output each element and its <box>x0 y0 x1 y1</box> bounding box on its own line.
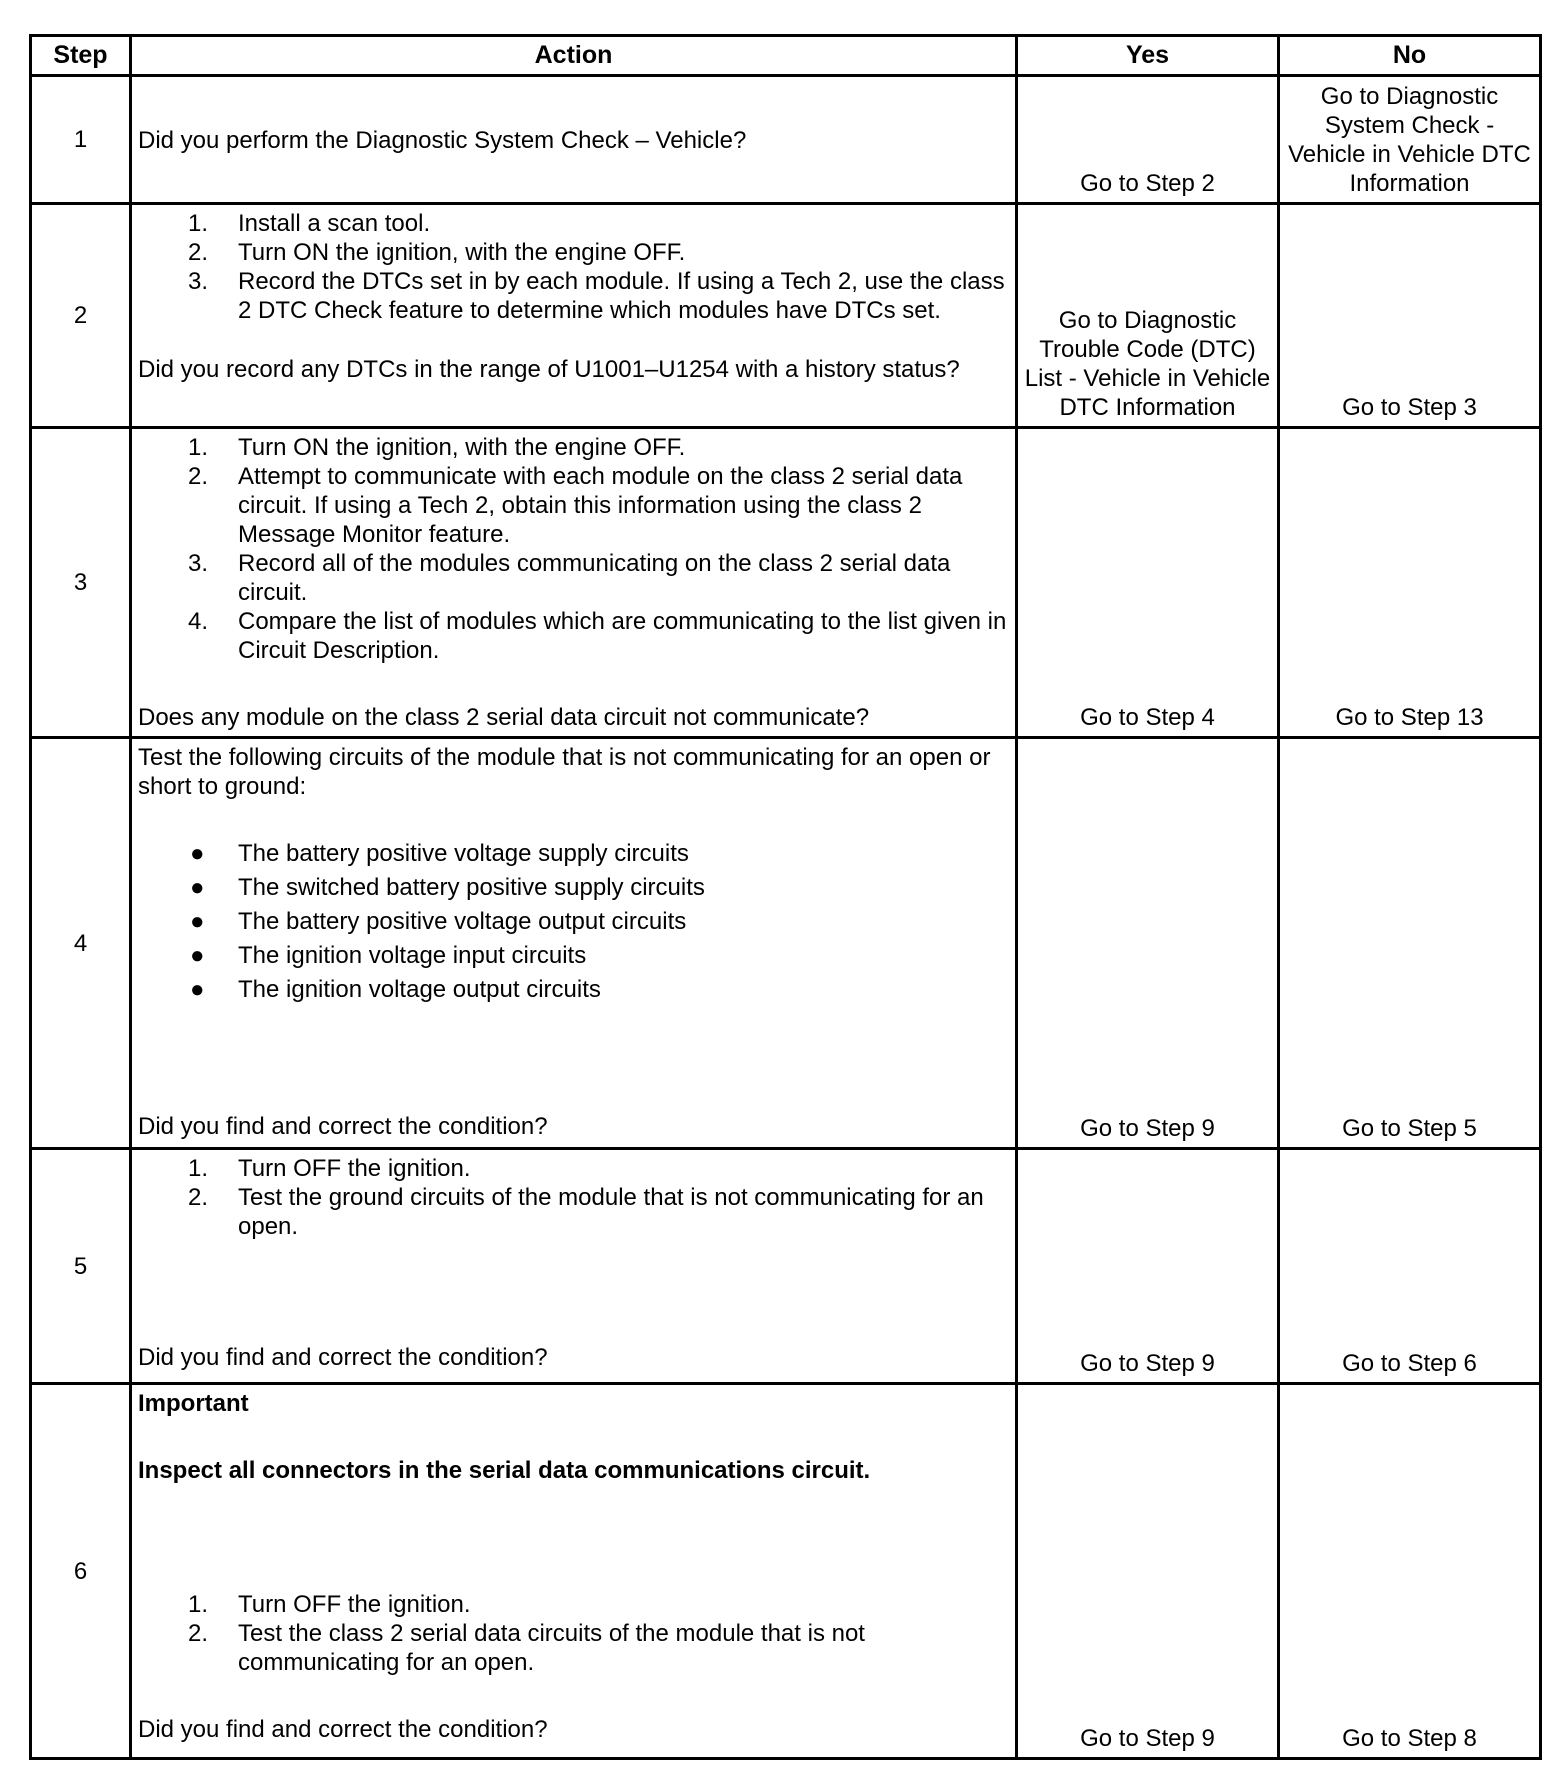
list-item: 1. Install a scan tool. <box>188 210 431 237</box>
list-item: ● The switched battery positive supply circuits <box>190 874 705 901</box>
table-row <box>31 1384 1541 1759</box>
list-item: 4. Compare the list of modules which are communicating to the list given in Circuit Description. <box>188 608 1007 664</box>
list-item: 3. Record the DTCs set in by each module. If using a Tech 2, use the class 2 DTC Check feature to determine which modules have DTCs set. <box>188 268 1005 324</box>
diagnostic-table <box>29 34 1542 1760</box>
step-number: 4 <box>31 738 131 1149</box>
list-item: 2. Test the class 2 serial data circuits of the module that is not communicating for an open. <box>188 1620 865 1676</box>
action-question: Did you find and correct the condition? <box>138 1113 548 1140</box>
yes-cell: Go to Diagnostic Trouble Code (DTC) List - Vehicle in Vehicle DTC Information <box>1017 204 1279 428</box>
action-cell <box>131 738 1017 1149</box>
list-item: 2. Test the ground circuits of the module that is not communicating for an open. <box>188 1184 984 1240</box>
yes-cell: Go to Step 9 <box>1017 1149 1279 1384</box>
yes-cell: Go to Step 9 <box>1017 738 1279 1149</box>
action-steps-list <box>138 1154 1007 1241</box>
action-intro: Test the following circuits of the module that is not communicating for an open or short to ground: <box>138 744 991 800</box>
header-yes: Yes <box>1017 36 1279 76</box>
table-row <box>31 738 1541 1149</box>
list-item: ● The ignition voltage input circuits <box>190 942 587 969</box>
list-item: 1. Turn ON the ignition, with the engine OFF. <box>188 434 686 461</box>
action-cell <box>131 76 1017 204</box>
no-cell: Go to Step 5 <box>1279 738 1541 1149</box>
step-number: 2 <box>31 204 131 428</box>
header-no: No <box>1279 36 1541 76</box>
action-question: Does any module on the class 2 serial data circuit not communicate? <box>138 704 870 731</box>
action-cell <box>131 1149 1017 1384</box>
list-item: 3. Record all of the modules communicating on the class 2 serial data circuit. <box>188 550 951 606</box>
table-row <box>31 428 1541 738</box>
action-steps-list <box>138 1590 1007 1677</box>
step-number: 5 <box>31 1149 131 1384</box>
action-question: Did you find and correct the condition? <box>138 1716 548 1743</box>
action-question: Did you perform the Diagnostic System Check – Vehicle? <box>138 127 747 154</box>
table-row <box>31 204 1541 428</box>
no-cell: Go to Diagnostic System Check - Vehicle in Vehicle DTC Information <box>1279 76 1541 204</box>
list-item: 2. Attempt to communicate with each module on the class 2 serial data circuit. If using a Tech 2, obtain this information using the class 2 Message Monitor feature. <box>188 463 963 548</box>
no-cell: Go to Step 8 <box>1279 1384 1541 1759</box>
header-step: Step <box>31 36 131 76</box>
list-item: ● The battery positive voltage supply circuits <box>190 840 689 867</box>
action-cell <box>131 204 1017 428</box>
step-number: 3 <box>31 428 131 738</box>
list-item: 2. Turn ON the ignition, with the engine OFF. <box>188 239 686 266</box>
action-question: Did you find and correct the condition? <box>138 1344 548 1371</box>
list-item: ● The battery positive voltage output circuits <box>190 908 687 935</box>
yes-cell: Go to Step 9 <box>1017 1384 1279 1759</box>
no-cell: Go to Step 6 <box>1279 1149 1541 1384</box>
important-text: Inspect all connectors in the serial data communications circuit. <box>138 1457 871 1484</box>
yes-cell: Go to Step 2 <box>1017 76 1279 204</box>
bullet-list <box>138 839 1007 1004</box>
header-action: Action <box>131 36 1017 76</box>
action-question: Did you record any DTCs in the range of U1001–U1254 with a history status? <box>138 356 960 383</box>
table-row <box>31 1149 1541 1384</box>
no-cell: Go to Step 3 <box>1279 204 1541 428</box>
list-item: 1. Turn OFF the ignition. <box>188 1155 471 1182</box>
step-number: 1 <box>31 76 131 204</box>
action-steps-list <box>138 433 1007 665</box>
action-steps-list <box>138 209 1007 325</box>
header-row <box>31 36 1541 76</box>
step-number: 6 <box>31 1384 131 1759</box>
no-cell: Go to Step 13 <box>1279 428 1541 738</box>
table-row <box>31 76 1541 204</box>
action-cell <box>131 1384 1017 1759</box>
yes-cell: Go to Step 4 <box>1017 428 1279 738</box>
important-title: Important <box>138 1390 249 1417</box>
list-item: ● The ignition voltage output circuits <box>190 976 601 1003</box>
action-cell <box>131 428 1017 738</box>
list-item: 1. Turn OFF the ignition. <box>188 1591 471 1618</box>
